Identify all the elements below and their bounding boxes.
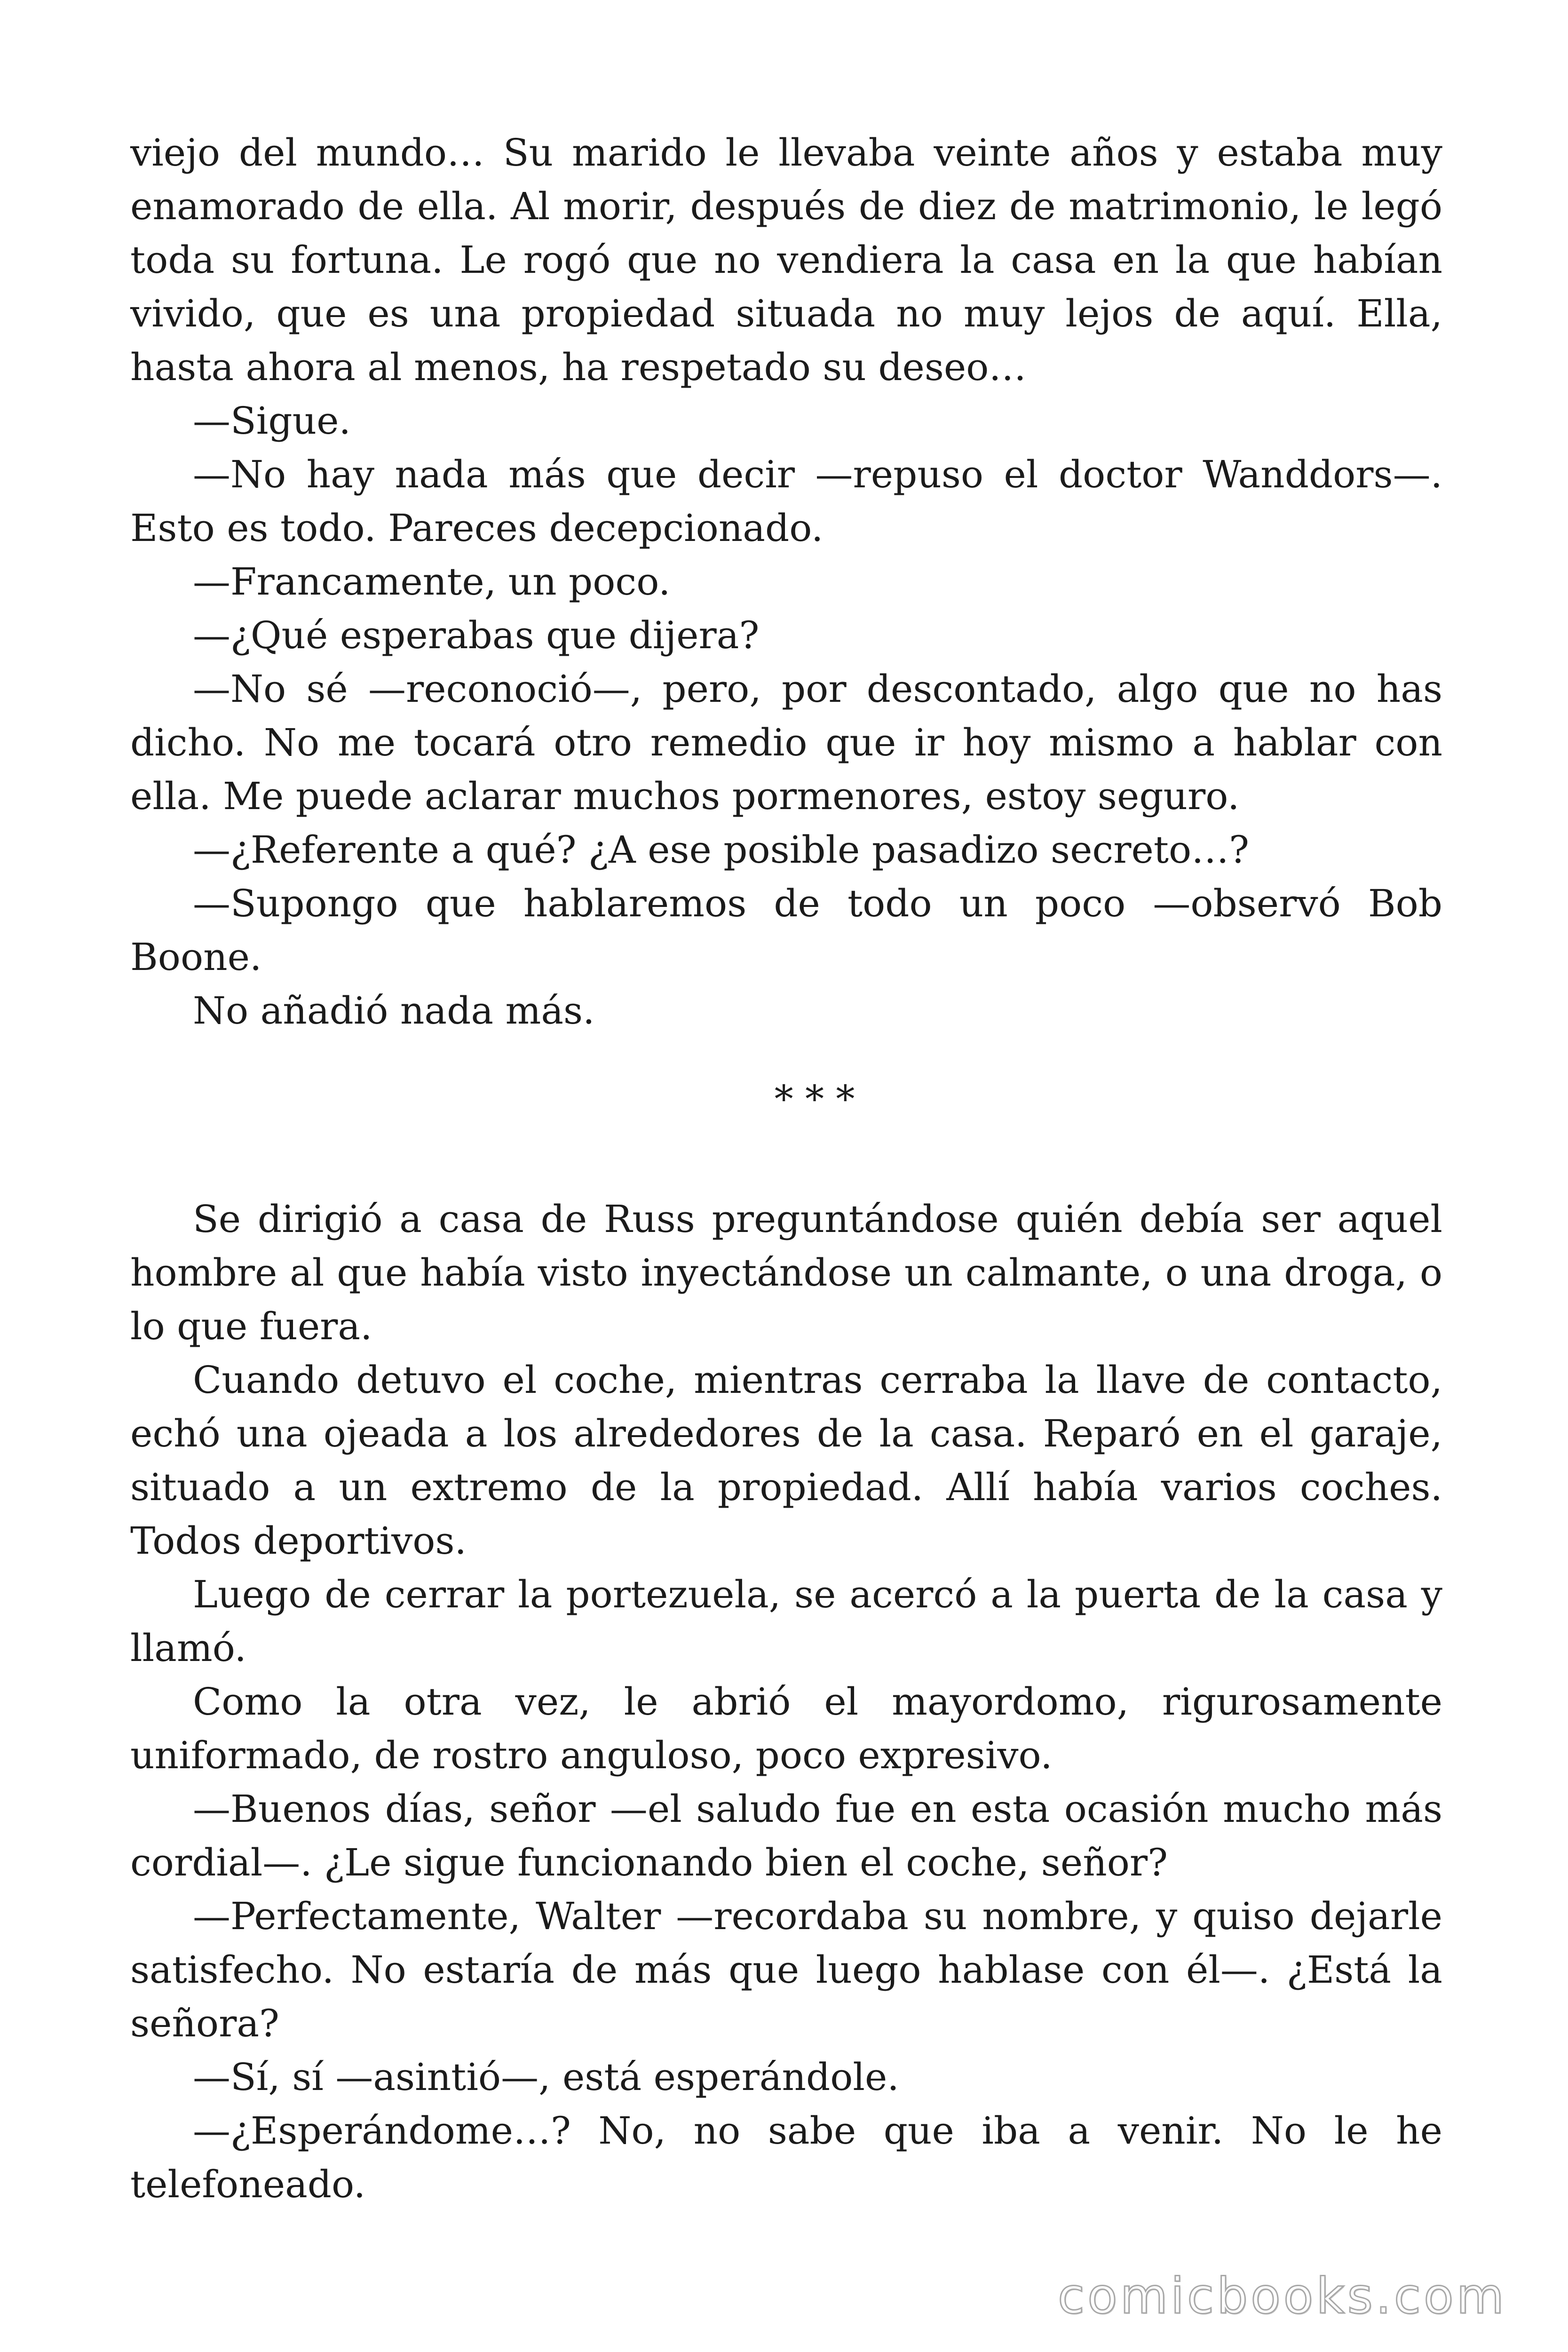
paragraph: —No sé —reconoció—, pero, por descontado, algo que no has dicho. No me tocará otro remedio que ir hoy mismo a hablar con ella. Me puede aclarar muchos pormenores, estoy seguro. xyxy=(130,667,1442,818)
paragraph: Luego de cerrar la portezuela, se acercó a la puerta de la casa y llamó. xyxy=(130,1573,1442,1670)
paragraph: —Francamente, un poco. xyxy=(193,560,671,604)
paragraph: —Perfectamente, Walter —recordaba su nombre, y quiso dejarle satisfecho. No estaría de más que luego hablase con él—. ¿Está la señora? xyxy=(130,1894,1442,2045)
paragraph: —Buenos días, señor —el saludo fue en esta ocasión mucho más cordial—. ¿Le sigue funcionando bien el coche, señor? xyxy=(130,1787,1442,1884)
watermark: comicbooks.com xyxy=(1057,2267,1507,2325)
paragraph: —¿Esperándome…? No, no sabe que iba a venir. No le he telefoneado. xyxy=(130,2109,1442,2206)
paragraph: Cuando detuvo el coche, mientras cerraba la llave de contacto, echó una ojeada a los alrededores de la casa. Reparó en el garaje, situado a un extremo de la propiedad. Allí había varios coches. Todos deportivos. xyxy=(130,1358,1442,1563)
paragraph: —Sí, sí —asintió—, está esperándole. xyxy=(193,2055,899,2099)
section-1-text xyxy=(130,126,1442,1038)
paragraph: Se dirigió a casa de Russ preguntándose quién debía ser aquel hombre al que había visto inyectándose un calmante, o una droga, o lo que fuera. xyxy=(130,1197,1442,1348)
paragraph: —No hay nada más que decir —repuso el doctor Wanddors—. Esto es todo. Pareces decepcionado. xyxy=(130,453,1442,550)
paragraph: Como la otra vez, le abrió el mayordomo, rigurosamente uniformado, de rostro anguloso, poco expresivo. xyxy=(130,1680,1442,1777)
section-2-text xyxy=(130,1192,1442,2211)
paragraph: —¿Referente a qué? ¿A ese posible pasadizo secreto…? xyxy=(193,828,1250,872)
paragraph: No añadió nada más. xyxy=(193,989,595,1033)
paragraph: —¿Qué esperabas que dijera? xyxy=(193,613,760,657)
paragraph: —Supongo que hablaremos de todo un poco —observó Bob Boone. xyxy=(130,882,1442,979)
paragraph: —Sigue. xyxy=(193,399,351,443)
paragraph: viejo del mundo… Su marido le llevaba veinte años y estaba muy enamorado de ella. Al morir, después de diez de matrimonio, le legó toda su fortuna. Le rogó que no vendiera la casa en la que habían vivido, que es una propiedad situada no muy lejos de aquí. Ella, hasta ahora al menos, ha respetado su deseo… xyxy=(130,131,1442,389)
scene-break: * * * xyxy=(774,1077,855,1121)
